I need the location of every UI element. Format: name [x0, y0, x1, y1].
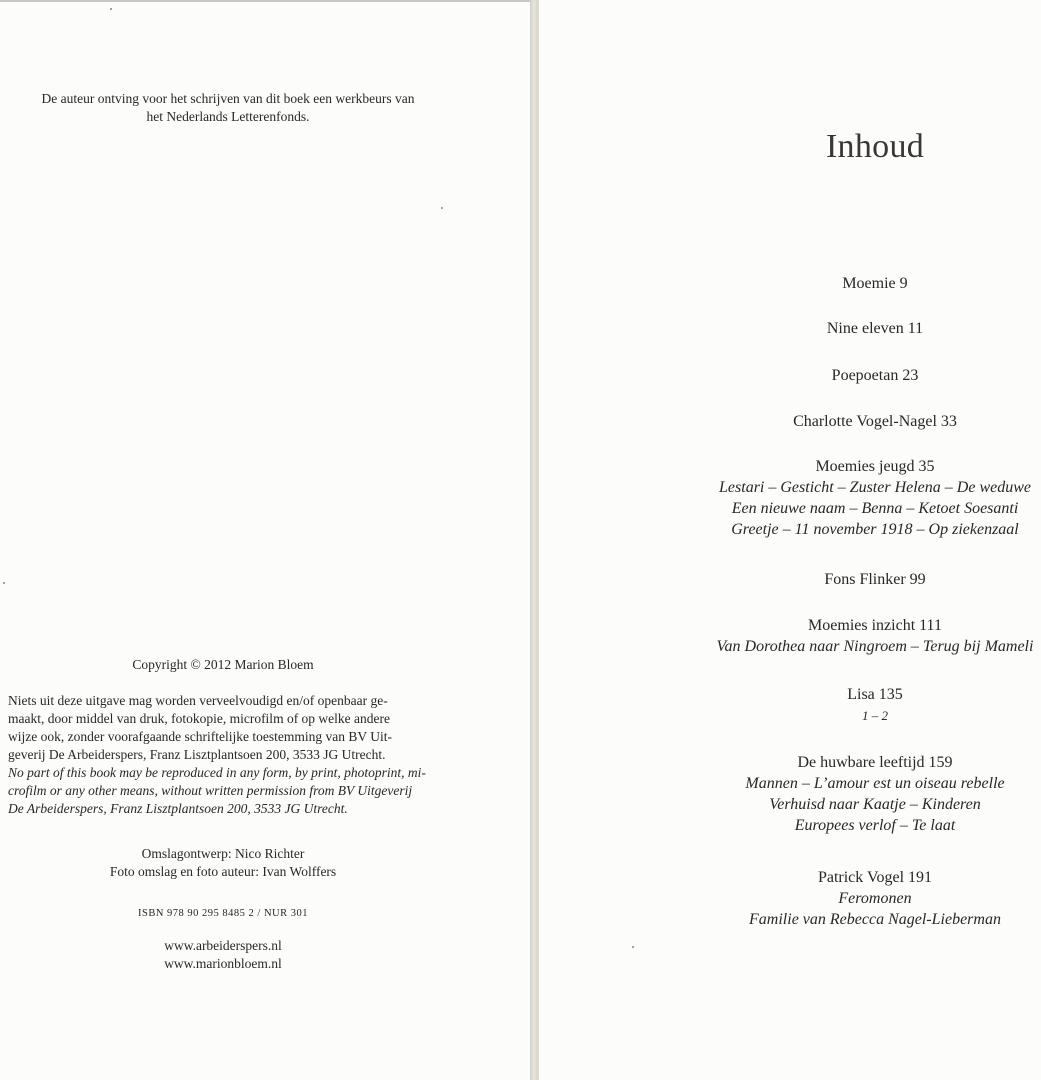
toc-subentry: Van Dorothea naar Ningroem – Terug bij Mameli	[716, 638, 1034, 655]
toc-entry-patrick-vogel	[538, 867, 1041, 930]
toc-subentry: Verhuisd naar Kaatje – Kinderen	[769, 796, 981, 813]
toc-heading: Moemie 9	[842, 275, 908, 292]
toc-heading: De huwbare leeftijd 159	[797, 754, 953, 771]
rights-en-line: De Arbeiderspers, Franz Lisztplantsoen 200, 3533 JG Utrecht.	[8, 801, 348, 816]
toc-heading: Poepoetan 23	[831, 367, 919, 384]
paper-speck	[110, 8, 112, 10]
toc-entry-charlotte	[538, 411, 1041, 432]
publisher-url: www.arbeiderspers.nl	[164, 938, 282, 953]
toc-entry-fons-flinker	[538, 569, 1041, 590]
toc-subentry: Greetje – 11 november 1918 – Op ziekenzaal	[731, 521, 1019, 538]
rights-notice-dutch	[8, 692, 438, 764]
toc-subentry: Een nieuwe naam – Benna – Ketoet Soesanti	[731, 500, 1019, 517]
toc-subentry: Familie van Rebecca Nagel-Lieberman	[749, 911, 1001, 928]
grant-line-2: het Nederlands Letterenfonds.	[146, 109, 310, 124]
rights-nl-line: geverij De Arbeiderspers, Franz Lisztplantsoen 200, 3533 JG Utrecht.	[8, 747, 386, 762]
website-links	[8, 937, 438, 973]
rights-nl-line: wijze ook, zonder voorafgaande schriftelijke toestemming van BV Uit-	[8, 729, 393, 744]
toc-subentry: 1 – 2	[862, 708, 888, 723]
rights-en-line: No part of this book may be reproduced in any form, by print, photoprint, mi-	[8, 765, 426, 780]
top-edge-rule	[0, 0, 530, 2]
copyright-line: Copyright © 2012 Marion Bloem	[132, 657, 314, 672]
rights-nl-line: Niets uit deze uitgave mag worden verveelvoudigd en/of openbaar ge-	[8, 693, 388, 708]
toc-subentry: Europees verlof – Te laat	[794, 817, 956, 834]
toc-subentry: Mannen – L’amour est un oiseau rebelle	[745, 775, 1005, 792]
paper-speck	[441, 207, 443, 209]
grant-line-1: De auteur ontving voor het schrijven van dit boek een werkbeurs van	[41, 91, 415, 106]
toc-entry-poepoetan	[538, 365, 1041, 386]
toc-heading: Charlotte Vogel-Nagel 33	[793, 413, 957, 430]
toc-heading: Nine eleven 11	[826, 320, 924, 337]
toc-subentry: Lestari – Gesticht – Zuster Helena – De weduwe	[719, 479, 1031, 496]
rights-notice-english	[8, 764, 448, 818]
credits	[8, 845, 438, 881]
toc-title: Inhoud	[825, 128, 925, 165]
toc-heading: Fons Flinker 99	[824, 571, 926, 588]
toc-entry-lisa	[538, 684, 1041, 726]
book-gutter	[530, 0, 538, 1080]
toc-heading: Patrick Vogel 191	[817, 869, 933, 886]
rights-en-line: crofilm or any other means, without written permission from BV Uitgeverij	[8, 783, 413, 798]
toc-heading: Lisa 135	[847, 686, 903, 703]
toc-subentry: Feromonen	[838, 890, 912, 907]
toc-entry-huwbare-leeftijd	[538, 752, 1041, 836]
paper-speck	[632, 946, 634, 948]
author-url: www.marionbloem.nl	[164, 956, 282, 971]
isbn-line: ISBN 978 90 295 8485 2 / NUR 301	[137, 908, 308, 919]
toc-entry-moemies-inzicht	[538, 615, 1041, 657]
toc-entry-moemies-jeugd	[538, 456, 1041, 540]
paper-speck	[3, 582, 5, 584]
toc-entry-moemie	[538, 273, 1041, 294]
toc-entry-nine-eleven	[538, 318, 1041, 339]
grant-notice	[8, 90, 448, 126]
cover-design-credit: Omslagontwerp: Nico Richter	[141, 846, 305, 861]
toc-heading: Moemies jeugd 35	[815, 458, 935, 475]
rights-nl-line: maakt, door middel van druk, fotokopie, microfilm of op welke andere	[8, 711, 391, 726]
toc-heading: Moemies inzicht 111	[808, 617, 942, 634]
photo-credit: Foto omslag en foto auteur: Ivan Wolffers	[109, 864, 337, 879]
